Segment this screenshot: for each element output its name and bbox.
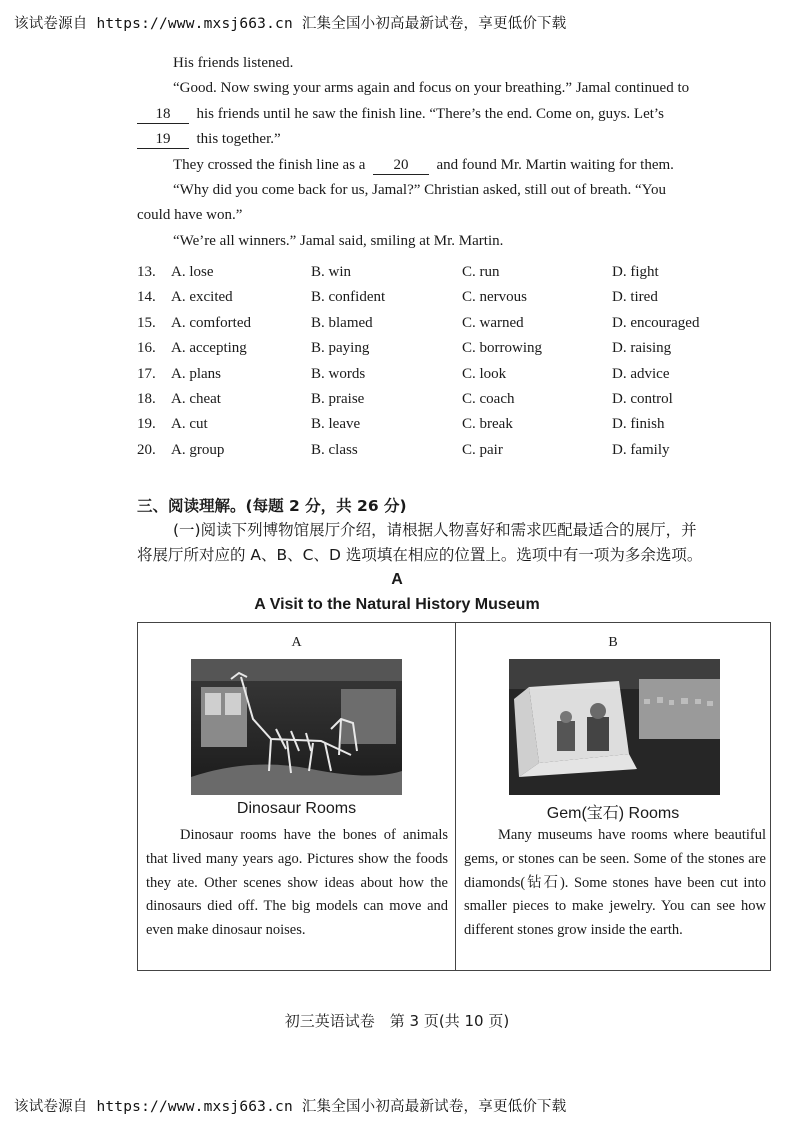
question-number: 19. [137,416,156,433]
option-d[interactable]: D. family [612,441,670,458]
option-d[interactable]: D. encouraged [612,314,700,331]
option-a[interactable]: A. comforted [171,314,251,331]
option-c[interactable]: C. coach [462,391,515,407]
option-b[interactable]: B. confident [311,289,386,306]
option-b[interactable]: B. win [311,264,352,280]
article-title: A Visit to the Natural History Museum [254,596,540,613]
question-number: 14. [137,289,156,306]
dinosaur-photo [191,659,402,795]
banner-url[interactable]: https://www.mxsj663.cn [96,1099,293,1115]
option-a[interactable]: A. cut [171,416,208,433]
option-c[interactable]: C. break [462,416,513,433]
passage-line: “Good. Now swing your arms again and focus on your breathing.” Jamal continued to [173,80,690,96]
option-b[interactable]: B. class [311,441,358,458]
option-c[interactable]: C. borrowing [462,340,542,357]
passage-line: They crossed the finish line as a 20 and found Mr. Martin waiting for them. [173,157,674,173]
option-row [137,264,777,289]
passage-line: could have won.” [137,207,243,223]
option-a[interactable]: A. accepting [171,340,247,357]
page-footer: 初三英语试卷 第 3 页(共 10 页) [284,1012,510,1030]
banner-url[interactable]: https://www.mxsj663.cn [96,16,293,32]
option-d[interactable]: D. advice [612,365,670,382]
source-banner-top: 该试卷源自 https://www.mxsj663.cn 汇集全国小初高最新试卷，享更低价下载 [14,16,567,32]
question-number: 13. [137,264,156,280]
option-d[interactable]: D. fight [612,264,659,280]
option-a[interactable]: A. excited [171,289,233,306]
option-d[interactable]: D. finish [612,416,665,433]
option-a[interactable]: A. lose [171,264,214,280]
part-label: A [391,571,403,588]
room-name: Dinosaur Rooms [236,800,357,817]
option-b[interactable]: B. leave [311,416,361,433]
blank-18[interactable]: 18 [137,105,189,124]
option-a[interactable]: A. plans [171,365,221,382]
instruction-line: 将展厅所对应的 A、B、C、D 选项填在相应的位置上。选项中有一项为多余选项。 [137,546,703,564]
option-a[interactable]: A. cheat [171,391,221,407]
option-row [137,315,777,340]
question-number: 16. [137,340,156,357]
room-card-gem [456,623,770,970]
room-description: Dinosaur rooms have the bones of animals that lived many years ago. Pictures show the foods they ate. Other scenes show ideas about how the dinosaurs died off. The big models can move and even make dinosaur noises. [146,827,448,939]
passage-line: “We’re all winners.” Jamal said, smiling at Mr. Martin. [173,233,504,249]
gem-display-photo [509,659,720,795]
instruction-line: (一)阅读下列博物馆展厅介绍，请根据人物喜好和需求匹配最适合的展厅，并 [173,521,697,539]
option-c[interactable]: C. run [462,264,500,280]
blank-19[interactable]: 19 [137,130,189,149]
option-d[interactable]: D. control [612,391,673,407]
option-d[interactable]: D. raising [612,340,672,357]
room-description: Many museums have rooms where beautiful gems, or stones can be seen. Some of the stones are diamonds(钻石). Some stones have been cut into smaller pieces to make jewelry. You can see how different stones grow inside the earth. [464,827,766,939]
room-letter: B [608,635,618,650]
room-card-dinosaur [138,623,456,970]
option-b[interactable]: B. blamed [311,314,373,331]
option-d[interactable]: D. tired [612,289,658,306]
passage-line: “Why did you come back for us, Jamal?” Christian asked, still out of breath. “You [173,182,666,198]
question-number: 17. [137,365,156,382]
option-c[interactable]: C. pair [462,441,503,458]
blank-20[interactable]: 20 [373,156,429,175]
passage-line: His friends listened. [173,55,294,71]
room-name: Gem(宝石) Rooms [546,805,680,822]
option-row [137,366,777,391]
option-c[interactable]: C. nervous [462,289,527,306]
question-number: 18. [137,391,156,407]
question-number: 15. [137,314,156,331]
option-c[interactable]: C. look [462,365,507,382]
section-heading: 三、阅读理解。(每题 2 分，共 26 分) [137,497,407,515]
rooms-table [137,622,771,971]
option-b[interactable]: B. words [311,365,366,382]
option-row [137,391,777,416]
option-row [137,340,777,365]
option-row [137,289,777,314]
question-number: 20. [137,441,156,458]
option-row [137,442,777,467]
passage-line: 19 this together.” [137,127,773,153]
option-row [137,416,777,441]
room-letter: A [291,635,302,650]
option-b[interactable]: B. paying [311,340,370,357]
passage-line: 18 his friends until he saw the finish line. “There’s the end. Come on, guys. Let’s [137,102,773,128]
option-c[interactable]: C. warned [462,314,524,331]
option-a[interactable]: A. group [171,441,225,458]
source-banner-bottom: 该试卷源自 https://www.mxsj663.cn 汇集全国小初高最新试卷，享更低价下载 [14,1099,567,1115]
option-b[interactable]: B. praise [311,391,365,407]
